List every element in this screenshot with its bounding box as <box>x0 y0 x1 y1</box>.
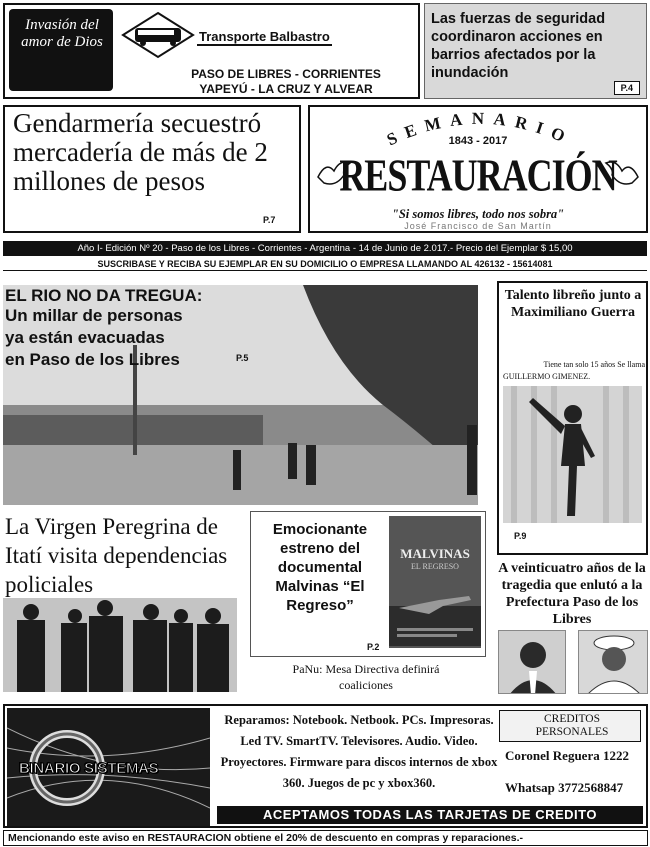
malvinas-box <box>250 511 486 657</box>
top-ad-banner <box>3 3 420 99</box>
binario-logo-text: BINARIO SISTEMAS <box>19 760 159 777</box>
cards-bar: ACEPTAMOS TODAS LAS TARJETAS DE CREDITO <box>217 806 643 824</box>
creditos-title: CREDITOS PERSONALES <box>535 713 609 738</box>
virgen-headline: La Virgen Peregrina de Itatí visita dependencias policiales <box>5 514 228 597</box>
talento-caption-1: Tiene tan solo 15 años Se llama <box>543 360 645 369</box>
masthead-years: 1843 - 2017 <box>448 135 508 147</box>
binario-ad <box>3 704 648 828</box>
rio-headline-3: ya están evacuadas <box>5 328 165 347</box>
masthead <box>308 105 648 233</box>
talento-box <box>497 281 648 555</box>
transporte-name: Transporte Balbastro <box>199 29 330 44</box>
rio-headline-1: EL RIO NO DA TREGUA: <box>5 286 203 305</box>
binario-address: Coronel Reguera 1222 <box>505 748 629 763</box>
subscribe-line: SUSCRIBASE Y RECIBA SU EJEMPLAR EN SU DOMICILIO O EMPRESA LLAMANDO AL 426132 - 15614081 <box>3 258 647 271</box>
routes-line-1: PASO DE LIBRES - CORRIENTES <box>191 67 381 81</box>
dove-left-icon <box>316 157 354 191</box>
malvinas-headline: Emocionante estreno del documental Malvinas “El Regreso” <box>272 521 368 614</box>
footer-note: Mencionando este aviso en RESTAURACION obtiene el 20% de descuento en compras y reparaciones.- <box>3 830 648 846</box>
prefectura-photo-left <box>498 630 566 694</box>
masthead-motto: "Si somos libres, todo nos sobra" <box>391 207 565 221</box>
prefectura-photo-right <box>578 630 648 694</box>
gendarmeria-page-ref: P.7 <box>263 215 276 225</box>
rio-headline-2: Un millar de personas <box>5 306 183 325</box>
gendarmeria-box <box>3 105 301 233</box>
teaser-headline: Las fuerzas de seguridad coordinaron acciones en barrios afectados por la inundación <box>431 11 606 81</box>
routes-line-2: YAPEYÚ - LA CRUZ Y ALVEAR <box>199 82 373 96</box>
rio-page-ref: P.5 <box>236 353 249 363</box>
prefectura-headline: A veinticuatro años de la tragedia que enlutó a la Prefectura Paso de los Libres <box>498 561 646 627</box>
malvinas-cover-title: MALVINAS <box>400 546 470 561</box>
edition-bar: Año I- Edición Nº 20 - Paso de los Libres - Corrientes - Argentina - 14 de Junio de 2.017.- Precio del Ejemplar $ 15,00 <box>3 241 647 256</box>
invasion-logo-text: Invasión del amor de Dios <box>21 17 103 50</box>
binario-whatsapp: Whatsap 3772568847 <box>505 780 624 795</box>
masthead-arc-text: SEMANARIO <box>383 108 576 147</box>
malvinas-cover-subtitle: EL REGRESO <box>411 562 459 571</box>
dove-right-icon <box>602 157 640 191</box>
talento-page-ref: P.9 <box>514 531 527 541</box>
binario-logo <box>7 708 210 826</box>
rio-headline-4: en Paso de los Libres <box>5 350 180 369</box>
binario-services: Reparamos: Notebook. Netbook. PCs. Impresoras. Led TV. SmartTV. Televisores. Audio. Video. Proyectores. Firmware para discos internos de xbox 360. Juegos de pc y xbox360. <box>220 713 498 790</box>
teaser-page-ref: P.4 <box>614 81 640 95</box>
talento-caption-2: GUILLERMO GIMENEZ. <box>503 372 591 381</box>
masthead-title: RESTAURACIÓN <box>339 150 617 201</box>
malvinas-cover <box>389 516 481 648</box>
bus-logo <box>121 11 195 59</box>
invasion-logo <box>9 9 113 91</box>
masthead-attribution: José Francisco de San Martín <box>404 221 552 231</box>
panu-headline: PaNu: Mesa Directiva definirá coaliciones <box>292 662 440 692</box>
virgen-photo <box>3 598 237 692</box>
talento-photo <box>503 386 642 523</box>
talento-headline: Talento libreño junto a Maximiliano Guerra <box>504 288 642 320</box>
creditos-box <box>499 710 641 742</box>
gendarmeria-headline: Gendarmería secuestró mercadería de más de 2 millones de pesos <box>13 108 268 196</box>
malvinas-page-ref: P.2 <box>367 642 380 652</box>
teaser-top <box>424 3 647 99</box>
